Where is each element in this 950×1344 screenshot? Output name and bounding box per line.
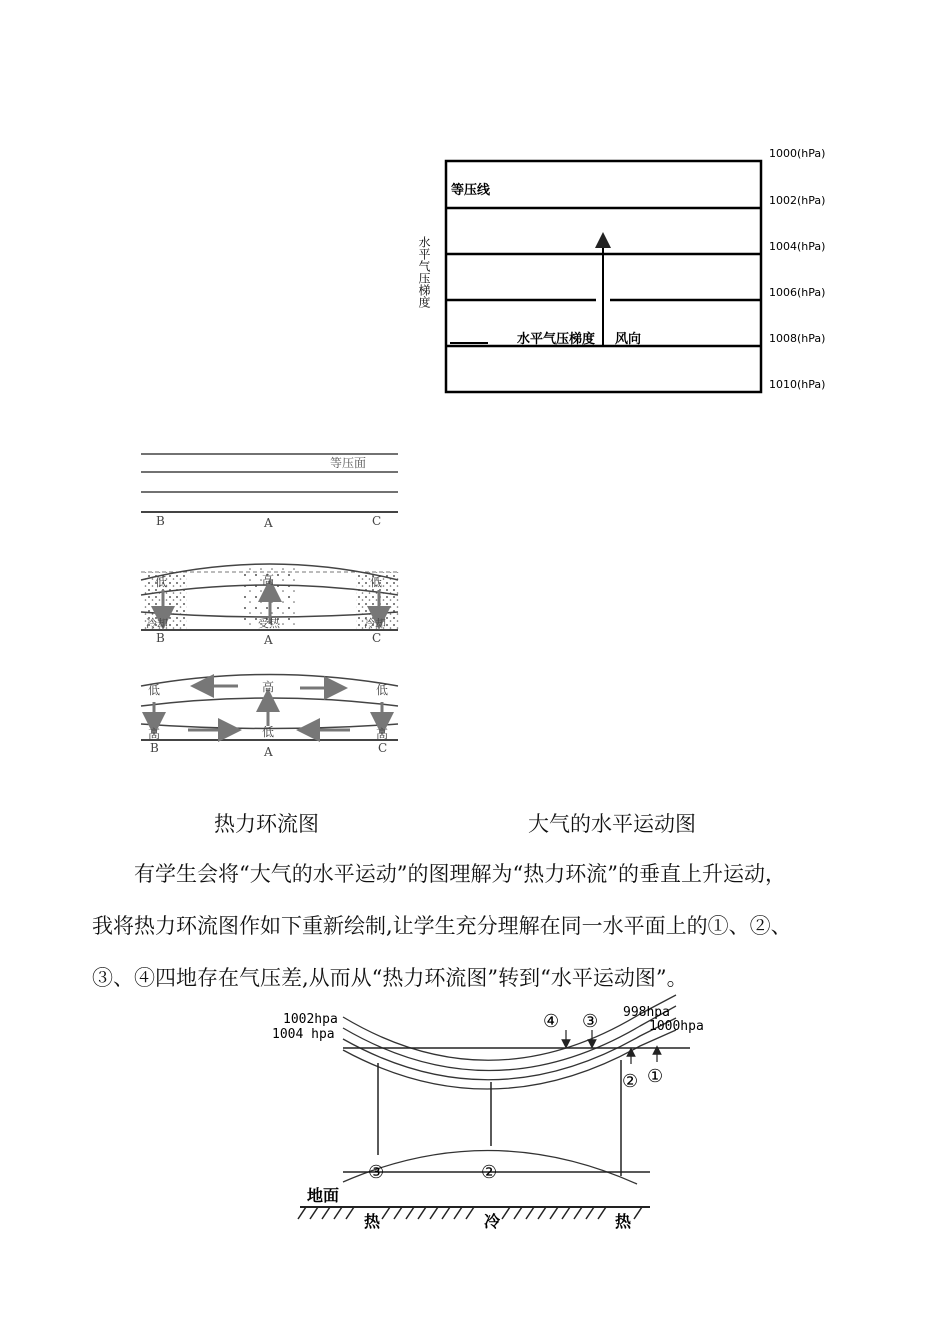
pressure-word: 高 xyxy=(148,727,161,741)
point-label: C xyxy=(378,741,388,755)
pressure-word: 高 xyxy=(376,727,389,741)
point-label: A xyxy=(264,745,273,759)
circulation-panel-1 xyxy=(141,454,398,530)
pressure-word: 低 xyxy=(155,575,168,589)
ground-marker-3: ③ xyxy=(368,1162,385,1183)
circulation-panel-2 xyxy=(141,564,400,647)
pressure-label: 1004(hPa) xyxy=(769,240,826,253)
redrawn-figure xyxy=(272,995,704,1231)
wind-label: 风向 xyxy=(615,332,642,347)
point-label: C xyxy=(372,514,382,528)
caption-right: 大气的水平运动图 xyxy=(528,812,696,836)
pressure-word: 高 xyxy=(262,573,275,587)
point-label: A xyxy=(264,516,273,530)
isobaric-surface-label: 等压面 xyxy=(330,456,367,470)
pressure-word: 低 xyxy=(262,725,275,739)
marker-1: ① xyxy=(647,1066,664,1087)
point-label: B xyxy=(156,514,165,528)
isobar-label: 等压线 xyxy=(451,183,491,198)
pressure-word: 低 xyxy=(370,575,383,589)
gradient-figure xyxy=(417,147,825,392)
pressure-word: 高 xyxy=(262,680,275,694)
point-label: C xyxy=(372,631,382,645)
pressure-label: 998hpa xyxy=(623,1005,670,1020)
ground-marker-2: ② xyxy=(481,1162,498,1183)
paragraph-line-1: 有学生会将“大气的水平运动”的图理解为“热力环流”的垂直上升运动， xyxy=(134,862,786,886)
pressure-label: 1004 hpa xyxy=(272,1027,335,1042)
pressure-label: 1002hpa xyxy=(283,1012,338,1027)
marker-3: ③ xyxy=(582,1011,599,1032)
point-label: A xyxy=(264,633,273,647)
marker-2: ② xyxy=(622,1071,639,1092)
caption-left: 热力环流图 xyxy=(214,812,319,836)
circulation-panel-3 xyxy=(141,675,398,760)
pressure-label: 1000(hPa) xyxy=(769,147,826,160)
pressure-word: 低 xyxy=(376,683,389,697)
gradient-label: 水平气压梯度 xyxy=(517,332,596,347)
surface-label-hot: 热 xyxy=(615,1212,632,1231)
circulation-figure xyxy=(141,454,400,759)
pressure-label: 1000hpa xyxy=(649,1019,704,1034)
pressure-label: 1010(hPa) xyxy=(769,378,826,391)
pressure-label: 1006(hPa) xyxy=(769,286,826,299)
point-label: B xyxy=(156,631,165,645)
point-label: B xyxy=(150,741,159,755)
pressure-label: 1008(hPa) xyxy=(769,332,826,345)
temperature-word: 受热 xyxy=(258,617,280,630)
pressure-label: 1002(hPa) xyxy=(769,194,826,207)
paragraph-line-2: 我将热力环流图作如下重新绘制,让学生充分理解在同一水平面上的①、②、 xyxy=(92,914,792,938)
surface-label-hot: 热 xyxy=(364,1212,381,1231)
ground-label: 地面 xyxy=(307,1186,340,1205)
paragraph-line-3: ③、④四地存在气压差,从而从“热力环流图”转到“水平运动图”。 xyxy=(92,966,688,990)
surface-label-cold: 冷 xyxy=(484,1212,501,1231)
temperature-word: 冷却 xyxy=(364,617,386,630)
temperature-word: 冷却 xyxy=(146,617,168,630)
vertical-gradient-label: 水平气压梯度 xyxy=(417,236,431,308)
ground-hatching xyxy=(298,1207,642,1219)
pressure-word: 低 xyxy=(148,683,161,697)
marker-4: ④ xyxy=(543,1011,560,1032)
